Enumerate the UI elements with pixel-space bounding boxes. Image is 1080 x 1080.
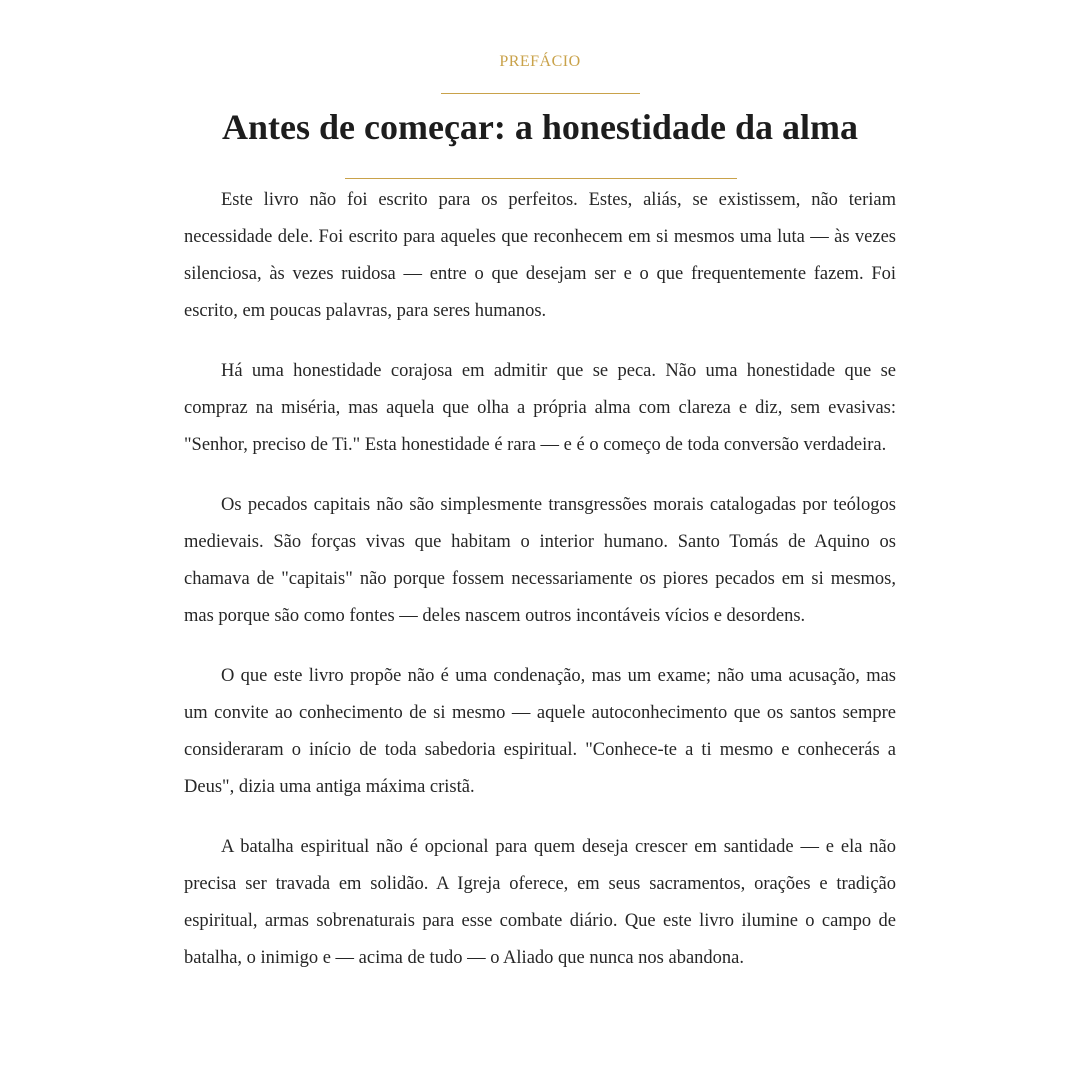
chapter-title: Antes de começar: a honestidade da alma <box>222 107 858 147</box>
chapter-body <box>184 182 896 1000</box>
paragraph-5: A batalha espiritual não é opcional para quem deseja crescer em santidade — e ela não precisa ser travada em solidão. A Igreja oferece, em seus sacramentos, orações e tradição espiritual, armas sobrenaturais para esse combate diário. Que este livro ilumine o campo de batalha, o inimigo e — acima de tudo — o Aliado que nunca nos abandona. <box>184 837 896 968</box>
title-divider <box>345 178 737 179</box>
paragraph-3: Os pecados capitais não são simplesmente transgressões morais catalogadas por teólogos medievais. São forças vivas que habitam o interior humano. Santo Tomás de Aquino os chamava de "capitais" não porque fossem necessariamente os piores pecados em si mesmos, mas porque são como fontes — deles nascem outros incontáveis vícios e desordens. <box>184 495 896 626</box>
kicker-divider <box>441 93 640 94</box>
paragraph-2: Há uma honestidade corajosa em admitir que se peca. Não uma honestidade que se compraz na miséria, mas aquela que olha a própria alma com clareza e diz, sem evasivas: "Senhor, preciso de Ti." Esta honestidade é rara — e é o começo de toda conversão verdadeira. <box>184 361 896 455</box>
chapter-kicker: PREFÁCIO <box>499 53 581 70</box>
paragraph-1: Este livro não foi escrito para os perfeitos. Estes, aliás, se existissem, não teriam necessidade dele. Foi escrito para aqueles que reconhecem em si mesmos uma luta — às vezes silenciosa, às vezes ruidosa — entre o que desejam ser e o que frequentemente fazem. Foi escrito, em poucas palavras, para seres humanos. <box>184 190 896 321</box>
paragraph-4: O que este livro propõe não é uma condenação, mas um exame; não uma acusação, mas um convite ao conhecimento de si mesmo — aquele autoconhecimento que os santos sempre consideraram o início de toda sabedoria espiritual. "Conhece-te a ti mesmo e conhecerás a Deus", dizia uma antiga máxima cristã. <box>184 666 896 797</box>
